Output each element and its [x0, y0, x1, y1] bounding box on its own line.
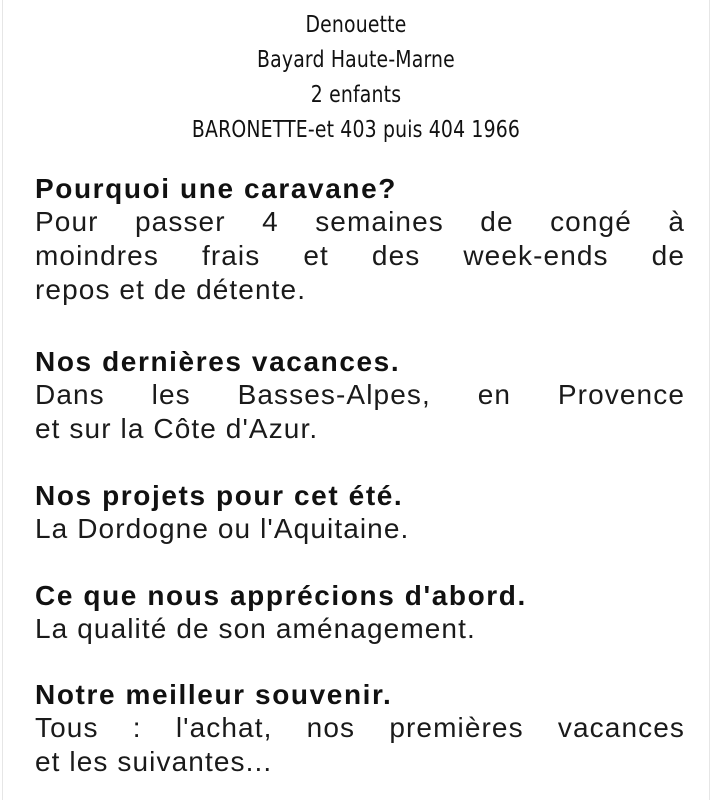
answer-line: Tous : l'achat, nos premières vacances	[35, 712, 685, 743]
section-question: Nos dernières vacances.	[35, 346, 401, 377]
section-question: Ce que nous apprécions d'abord.	[35, 580, 527, 611]
answer-line: repos et de détente.	[35, 274, 307, 305]
owner-name: Denouette	[305, 12, 407, 38]
qa-section-last-holidays	[35, 346, 685, 446]
owner-location: Bayard Haute-Marne	[257, 47, 455, 73]
answer-line: Dans les Basses-Alpes, en Provence	[35, 379, 685, 410]
page-edge-right	[709, 0, 710, 800]
answer-line: La qualité de son aménagement.	[35, 613, 476, 644]
answer-line: et sur la Côte d'Azur.	[35, 413, 319, 444]
page-edge-left	[2, 0, 3, 800]
answer-line: et les suivantes...	[35, 746, 273, 777]
section-answer	[35, 378, 685, 446]
section-question: Nos projets pour cet été.	[35, 480, 404, 511]
qa-section-why-caravan	[35, 173, 685, 307]
section-answer	[35, 205, 685, 307]
answer-line: moindres frais et des week-ends de	[35, 240, 685, 271]
owner-models: BARONETTE-et 403 puis 404 1966	[191, 117, 521, 143]
qa-section-best-memory	[35, 679, 685, 779]
section-answer	[35, 612, 685, 646]
owner-children: 2 enfants	[310, 82, 402, 108]
section-question: Notre meilleur souvenir.	[35, 679, 393, 710]
qa-section-summer-plans	[35, 480, 685, 546]
section-answer	[35, 711, 685, 779]
section-answer	[35, 512, 685, 546]
answer-line: Pour passer 4 semaines de congé à	[35, 206, 685, 237]
answer-line: La Dordogne ou l'Aquitaine.	[35, 513, 410, 544]
qa-section-what-we-appreciate	[35, 580, 685, 646]
section-question: Pourquoi une caravane?	[35, 173, 397, 204]
owner-header	[64, 8, 648, 148]
